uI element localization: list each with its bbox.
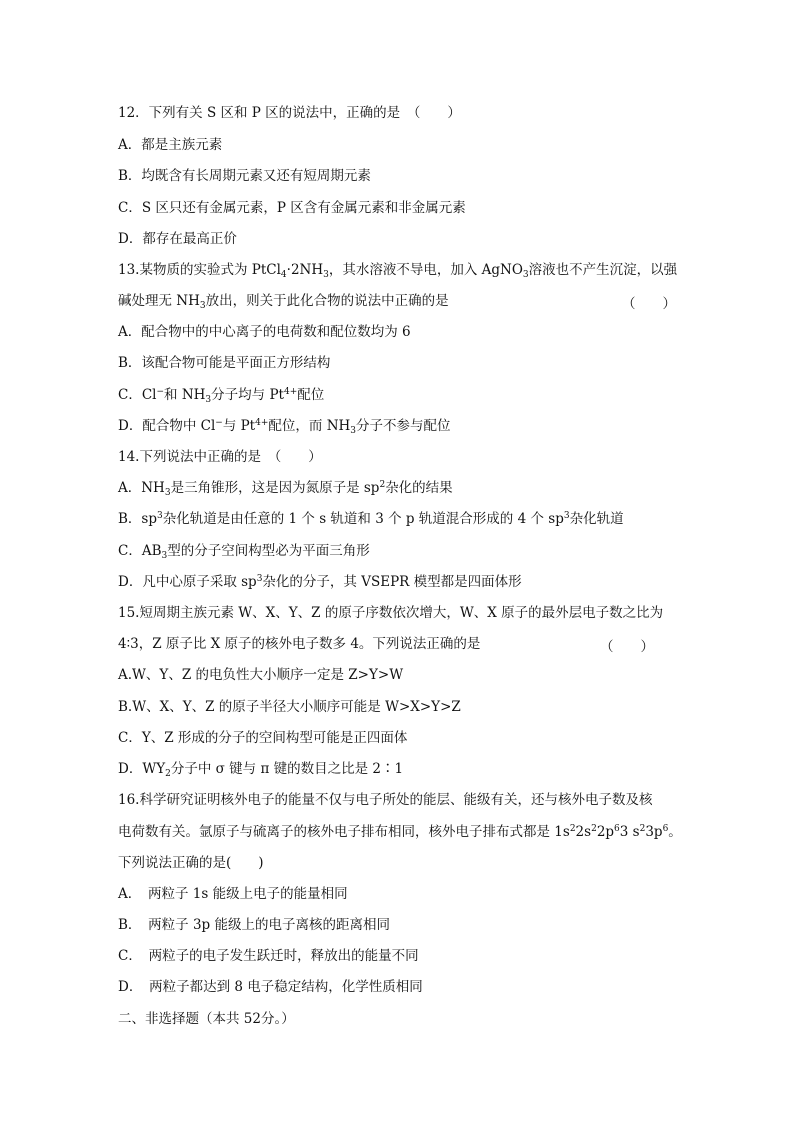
q15-option-b: B.W、X、Y、Z 的原子半径大小顺序可能是 W>X>Y>Z (118, 699, 461, 715)
q13-stem-line2: 碱处理无 $NH_3$放出，则关于此化合物的说法中正确的是 (118, 293, 449, 311)
q13-option-b: B．该配合物可能是平面正方形结构 (118, 355, 331, 371)
q15-option-d: D．$WY_2$分子中 σ 键与 π 键的数目之比是 2∶1 (118, 761, 404, 779)
q13-stem-line1: 13.某物质的实验式为 $PtCl_4\cdot 2NH_3$，其水溶液不导电，加入 AgNO$_3$溶液也不产生沉淀，以强 (118, 262, 678, 280)
section-heading-nonchoice: 二、非选择题（本共 52分。） (118, 1011, 295, 1027)
q13-option-d: D．配合物中 Cl−与 $Pt^{4+}$配位，而 $NH_3$分子不参与配位 (118, 418, 451, 436)
q14-stem: 14.下列说法中正确的是 （ ） (118, 449, 322, 465)
q12-option-b: B．均既含有长周期元素又还有短周期元素 (118, 168, 371, 184)
q15-answer-parens: （ ） (600, 639, 654, 655)
q12-stem: 12．下列有关 S 区和 P 区的说法中，正确的是 （ ） (118, 105, 461, 121)
q12-option-c: C．S 区只还有金属元素，P 区含有金属元素和非金属元素 (118, 200, 466, 216)
q14-option-a: A．$NH_3$是三角锥形，这是因为氮原子是 $sp^2$杂化的结果 (118, 480, 453, 498)
q13-option-c: C．Cl−和 $NH_3$分子均与 $Pt^{4+}$配位 (118, 387, 325, 405)
q15-stem-line2: 4∶3，Z 原子比 X 原子的核外电子数多 4。下列说法正确的是 (118, 636, 481, 652)
q12-option-a: A．都是主族元素 (118, 137, 223, 153)
q16-stem-line2: 电荷数有关。氩原子与硫离子的核外电子排布相同，核外电子排布式都是 $1s^22s^22p^63$ $s^23p^6$。 (118, 824, 682, 840)
q16-stem-line1: 16.科学研究证明核外电子的能量不仅与电子所处的能层、能级有关，还与核外电子数及核 (118, 792, 653, 808)
q16-option-b: B． 两粒子 3p 能级上的电子离核的距离相同 (118, 917, 390, 933)
q15-option-a: A.W、Y、Z 的电负性大小顺序一定是 Z>Y>W (118, 667, 404, 683)
q13-answer-parens: （ ） (622, 296, 676, 312)
q15-stem-line1: 15.短周期主族元素 W、X、Y、Z 的原子序数依次增大，W、X 原子的最外层电子数之比为 (118, 605, 664, 621)
q13-option-a: A．配合物中的中心离子的电荷数和配位数均为 6 (118, 324, 411, 340)
q14-option-d: D．凡中心原子采取 $sp^3$杂化的分子，其 VSEPR 模型都是四面体形 (118, 574, 522, 590)
q15-option-c: C．Y、Z 形成的分子的空间构型可能是正四面体 (118, 730, 408, 746)
q12-option-d: D．都存在最高正价 (118, 231, 237, 247)
q14-option-b: B．$sp^3$杂化轨道是由任意的 1 个 s 轨道和 3 个 p 轨道混合形成的 4 个 $sp^3$杂化轨道 (118, 511, 624, 527)
q16-option-a: A． 两粒子 1s 能级上电子的能量相同 (118, 886, 348, 902)
q16-option-d: D． 两粒子都达到 8 电子稳定结构，化学性质相同 (118, 979, 423, 995)
q14-option-c: C．$AB_3$型的分子空间构型必为平面三角形 (118, 543, 370, 561)
q16-stem-line3: 下列说法正确的是( ) (118, 855, 264, 871)
q16-option-c: C． 两粒子的电子发生跃迁时，释放出的能量不同 (118, 948, 419, 964)
